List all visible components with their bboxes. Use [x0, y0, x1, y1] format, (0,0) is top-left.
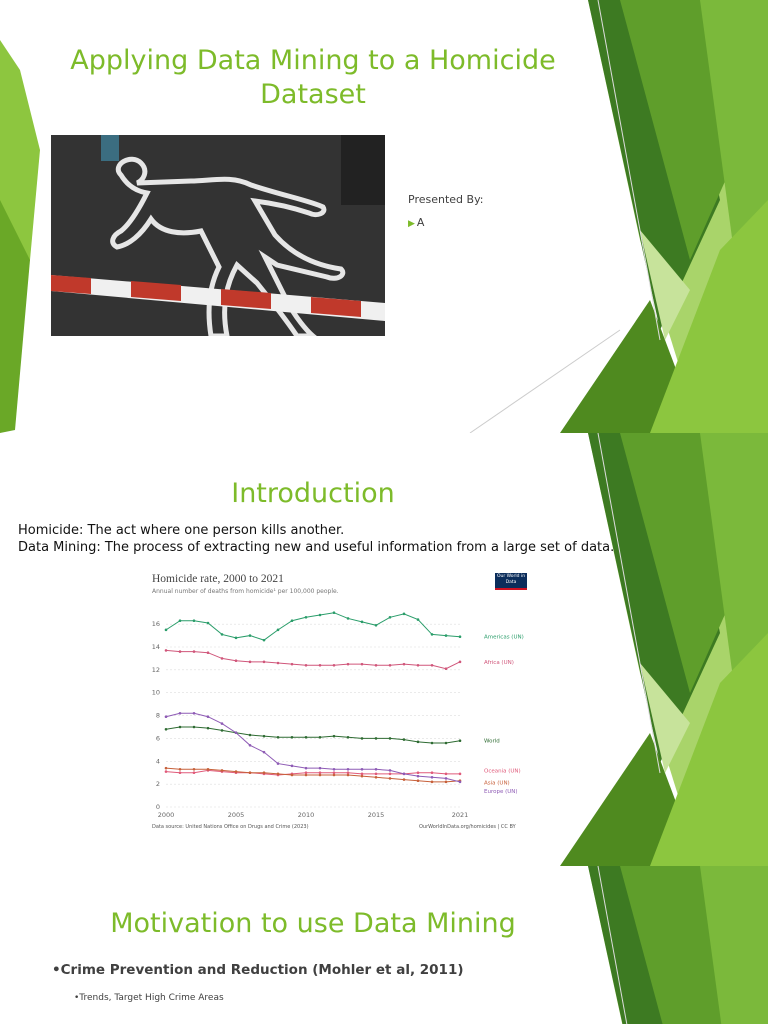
slide-motivation	[0, 866, 768, 1024]
data-point	[389, 777, 392, 780]
data-point	[207, 768, 210, 771]
motivation-title: Motivation to use Data Mining	[110, 908, 516, 939]
data-point	[389, 664, 392, 667]
data-point	[291, 774, 294, 777]
data-point	[291, 663, 294, 666]
data-point	[207, 651, 210, 654]
title-line-2: Dataset	[260, 79, 366, 110]
series-label: World	[484, 738, 500, 745]
data-point	[431, 664, 434, 667]
chart-subtitle: Annual number of deaths from homicide¹ per 100,000 people.	[152, 588, 339, 595]
data-point	[235, 637, 238, 640]
y-tick-label: 12	[151, 665, 160, 674]
data-point	[431, 776, 434, 779]
presented-by-label: Presented By:	[408, 193, 484, 206]
arrow-bullet-icon: ▶	[408, 219, 415, 229]
data-point	[431, 742, 434, 745]
slide-title-text	[0, 44, 626, 112]
x-tick-label: 2000	[157, 811, 175, 819]
data-point	[221, 769, 224, 772]
data-point	[249, 744, 252, 747]
data-point	[319, 771, 322, 774]
series-label: Europe (UN)	[484, 788, 518, 795]
x-tick-label: 2015	[367, 811, 385, 819]
data-point	[277, 662, 280, 665]
data-point	[263, 639, 266, 642]
data-point	[193, 712, 196, 715]
data-point	[361, 737, 364, 740]
data-point	[193, 619, 196, 622]
data-point	[165, 715, 168, 718]
data-point	[193, 650, 196, 653]
y-tick-label: 14	[151, 643, 160, 651]
x-tick-label: 2005	[227, 811, 245, 819]
data-point	[319, 664, 322, 667]
data-point	[221, 729, 224, 732]
owid-logo-bar	[495, 588, 527, 590]
data-point	[179, 768, 182, 771]
series-label: Oceania (UN)	[484, 768, 521, 775]
chart-plot-area	[138, 573, 536, 835]
data-point	[305, 771, 308, 774]
data-point	[333, 611, 336, 614]
data-point	[221, 633, 224, 636]
data-point	[291, 765, 294, 768]
data-point	[263, 771, 266, 774]
data-point	[333, 771, 336, 774]
data-point	[305, 736, 308, 739]
homicide-definition: Homicide: The act where one person kills another.	[18, 523, 345, 538]
data-point	[459, 773, 462, 776]
data-point	[305, 616, 308, 619]
slide-introduction	[0, 433, 768, 866]
data-point	[459, 781, 462, 784]
data-point	[459, 661, 462, 664]
data-point	[459, 739, 462, 742]
data-point	[277, 736, 280, 739]
series-line	[166, 650, 460, 668]
data-point	[431, 633, 434, 636]
chalk-outline-photo	[51, 135, 385, 336]
data-point	[235, 770, 238, 773]
data-point	[165, 728, 168, 731]
data-point	[193, 768, 196, 771]
bullet-crime-prevention: •Crime Prevention and Reduction (Mohler et al, 2011)	[52, 962, 464, 978]
series-line	[166, 770, 460, 775]
data-point	[375, 664, 378, 667]
presenter-bullet	[408, 216, 424, 229]
chart-source: Data source: United Nations Office on Drugs and Crime (2023)	[152, 824, 309, 830]
data-point	[165, 767, 168, 770]
data-point	[445, 781, 448, 784]
data-point	[291, 736, 294, 739]
data-point	[305, 664, 308, 667]
data-point	[347, 663, 350, 666]
data-point	[389, 769, 392, 772]
data-point	[375, 737, 378, 740]
data-point	[235, 731, 238, 734]
series-label: Asia (UN)	[484, 780, 510, 787]
data-point	[277, 773, 280, 776]
data-point	[375, 776, 378, 779]
data-point	[375, 773, 378, 776]
data-point	[361, 775, 364, 778]
data-point	[221, 722, 224, 725]
data-point	[277, 762, 280, 765]
data-point	[445, 773, 448, 776]
presenter-name: A	[416, 216, 425, 229]
data-point	[165, 629, 168, 632]
data-point	[333, 774, 336, 777]
data-point	[305, 774, 308, 777]
data-point	[417, 741, 420, 744]
data-point	[403, 613, 406, 616]
data-point	[361, 621, 364, 624]
data-point	[361, 773, 364, 776]
data-point	[263, 735, 266, 738]
data-point	[347, 774, 350, 777]
data-point	[193, 726, 196, 729]
y-tick-label: 0	[155, 803, 160, 811]
data-mining-definition: Data Mining: The process of extracting new and useful information from a large set of data.	[18, 540, 615, 555]
data-point	[417, 775, 420, 778]
data-point	[347, 771, 350, 774]
data-point	[459, 635, 462, 638]
data-point	[417, 771, 420, 774]
title-line-1: Applying Data Mining to a Homicide	[70, 45, 556, 76]
data-point	[375, 768, 378, 771]
data-point	[179, 712, 182, 715]
data-point	[221, 657, 224, 660]
y-tick-label: 8	[155, 711, 160, 720]
data-point	[179, 619, 182, 622]
data-point	[179, 726, 182, 729]
data-point	[403, 738, 406, 741]
data-point	[193, 771, 196, 774]
chart-source-link[interactable]: OurWorldInData.org/homicides | CC BY	[419, 824, 516, 830]
data-point	[445, 742, 448, 745]
homicide-rate-chart	[138, 573, 536, 835]
data-point	[347, 617, 350, 620]
data-point	[263, 751, 266, 754]
data-point	[347, 768, 350, 771]
data-point	[249, 734, 252, 737]
series-line	[166, 613, 460, 640]
data-point	[445, 777, 448, 780]
data-point	[375, 624, 378, 627]
slide-title	[0, 0, 768, 433]
data-point	[389, 616, 392, 619]
data-point	[319, 767, 322, 770]
data-point	[207, 727, 210, 730]
x-tick-label: 2021	[451, 811, 469, 819]
series-label: Africa (UN)	[484, 659, 514, 666]
series-label: Americas (UN)	[484, 634, 524, 641]
y-tick-label: 10	[151, 688, 160, 697]
data-point	[417, 618, 420, 621]
data-point	[361, 663, 364, 666]
series-line	[166, 727, 460, 743]
y-tick-label: 6	[155, 734, 160, 743]
data-point	[305, 767, 308, 770]
data-point	[417, 664, 420, 667]
data-point	[249, 634, 252, 637]
data-point	[249, 661, 252, 664]
bullet-trends: •Trends, Target High Crime Areas	[74, 993, 224, 1003]
series-line	[166, 713, 460, 782]
data-point	[319, 736, 322, 739]
chart-title: Homicide rate, 2000 to 2021	[152, 573, 284, 585]
data-point	[235, 659, 238, 662]
data-point	[319, 774, 322, 777]
data-point	[389, 773, 392, 776]
data-point	[165, 649, 168, 652]
data-point	[165, 770, 168, 773]
data-point	[403, 778, 406, 781]
data-point	[417, 779, 420, 782]
data-point	[333, 664, 336, 667]
data-point	[319, 614, 322, 617]
data-point	[207, 715, 210, 718]
introduction-title: Introduction	[231, 478, 395, 509]
data-point	[291, 619, 294, 622]
data-point	[445, 667, 448, 670]
data-point	[431, 771, 434, 774]
data-point	[403, 773, 406, 776]
data-point	[389, 737, 392, 740]
data-point	[207, 622, 210, 625]
x-tick-label: 2010	[297, 811, 315, 819]
data-point	[431, 781, 434, 784]
data-point	[277, 629, 280, 632]
data-point	[179, 771, 182, 774]
data-point	[333, 768, 336, 771]
data-point	[445, 634, 448, 637]
y-tick-label: 4	[155, 757, 160, 766]
data-point	[347, 736, 350, 739]
y-tick-label: 16	[151, 620, 160, 629]
data-point	[333, 735, 336, 738]
data-point	[179, 650, 182, 653]
data-point	[403, 663, 406, 666]
introduction-text	[18, 522, 614, 556]
data-point	[361, 768, 364, 771]
y-tick-label: 2	[155, 780, 160, 789]
owid-logo: Our World in Data	[495, 573, 527, 588]
data-point	[249, 771, 252, 774]
data-point	[263, 661, 266, 664]
